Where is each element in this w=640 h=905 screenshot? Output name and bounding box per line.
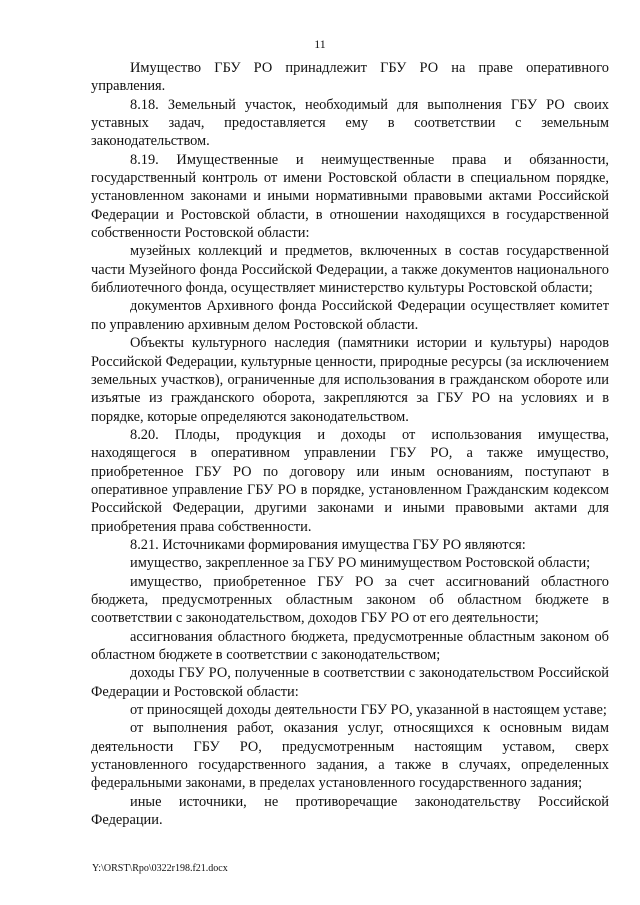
paragraph: документов Архивного фонда Российской Федерации осуществляет комитет по управлению архивным делом Ростовской области. [91, 298, 609, 333]
paragraph: доходы ГБУ РО, полученные в соответствии с законодательством Российской Федерации и Ростовской области: [91, 665, 609, 700]
paragraph: от выполнения работ, оказания услуг, относящихся к основным видам деятельности ГБУ РО, предусмотренным настоящим уставом, сверх установленного государственного задания, а также в случаях, определенных федеральными законами, в пределах установленного государственного задания; [91, 720, 609, 792]
paragraph: 8.20. Плоды, продукция и доходы от использования имущества, находящегося в оперативном управлении ГБУ РО, а также имущество, приобретенное ГБУ РО по договору или иным основаниям, поступают в оперативное управление ГБУ РО в порядке, установленном Гражданским кодексом Российской Федерации, другими законами и иными правовыми актами для приобретения права собственности. [91, 426, 609, 535]
paragraph: имущество, приобретенное ГБУ РО за счет ассигнований областного бюджета, предусмотренных областным законом об областном бюджете в соответствии с законодательством, доходов ГБУ РО от его деятельности; [91, 573, 609, 627]
paragraph: Объекты культурного наследия (памятники истории и культуры) народов Российской Федерации, культурные ценности, природные ресурсы (за исключением земельных участков), ограниченные для использования в гражданском обороте или изъятые из гражданского оборота, закрепляются за ГБУ РО на условиях и в порядке, которые определяются законодательством. [91, 335, 609, 425]
paragraph: ассигнования областного бюджета, предусмотренные областным законом об областном бюджете в соответствии с законодательством; [91, 628, 609, 663]
file-path-footer: Y:\ORST\Rpo\0322r198.f21.docx [92, 863, 228, 874]
page-number: 11 [314, 37, 326, 51]
paragraph: Имущество ГБУ РО принадлежит ГБУ РО на праве оперативного управления. [91, 60, 609, 95]
paragraph: от приносящей доходы деятельности ГБУ РО, указанной в настоящем уставе; [130, 702, 607, 719]
paragraph: 8.19. Имущественные и неимущественные права и обязанности, государственный контроль от имени Ростовской области в специальном порядке, установленном законами и иными нормативными правовыми актами Российской Федерации и Ростовской области, в отношении находящихся в государственной собственности Ростовской области: [91, 151, 609, 242]
document-body [91, 59, 609, 829]
paragraph: имущество, закрепленное за ГБУ РО минимуществом Ростовской области; [130, 555, 591, 572]
paragraph: 8.21. Источниками формирования имущества ГБУ РО являются: [130, 536, 526, 553]
paragraph: музейных коллекций и предметов, включенных в состав государственной части Музейного фонда Российской Федерации, а также документов национального библиотечного фонда, осуществляет министерство культуры Ростовской области; [91, 243, 609, 297]
paragraph: иные источники, не противоречащие законодательству Российской Федерации. [91, 793, 609, 829]
paragraph: 8.18. Земельный участок, необходимый для выполнения ГБУ РО своих уставных задач, предоставляется ему в соответствии с земельным законодательством. [91, 96, 609, 150]
